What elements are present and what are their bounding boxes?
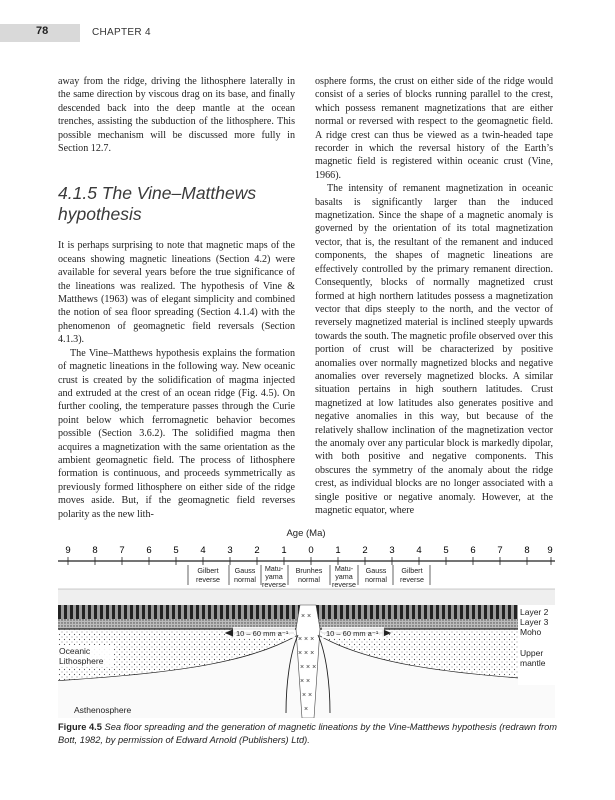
chron-name: Gilbert [401,566,423,575]
svg-text:× ×: × × [302,692,313,699]
chron-name: Gauss [365,566,387,575]
page-number: 78 [36,25,49,37]
chron-name: Gauss [234,566,256,575]
label-asthenosphere: Asthenosphere [74,705,132,715]
paragraph: away from the ridge, driving the lithosphere laterally in the same direction by viscous drag on its base, and finally descended back into the deep mantle at the ocean trenches, assisting the subduction of the lithosphere. This possible mechanism will be discussed more fully in Section 12.7. [58,76,295,155]
paragraph: The intensity of remanent magnetization in oceanic basalts is significantly larger than the induced magnetization. Since the shape of a magnetic anomaly is governed by the orientation of its total magnetization vector, that is, the resultant of the remanent and induced components, the shapes of magnetic lineations are effectively controlled by the primary remanent direction. Consequently, blocks of normally magnetized crust formed at high northern latitudes possess a magnetization vector that dips steeply to the north, and the vector of reversely magnetized material is inclined steeply upwards towards the south. The magnetic profile observed over this portion of crust will be characterized by positive anomalies over normally magnetized blocks and negative anomalies over reversely magnetized blocks. A similar situation pertains in high southern latitudes. Crust magnetized at low latitudes also generates positive and negative anomalies in this way, but because of the relatively shallow inclination of the magnetization vector the anomaly over any particular block is markedly dipolar, with both positive and negative components. This obscures the symmetry of the anomaly about the ridge crest, as individual blocks are no longer associated with a single positive or negative anomaly. However, at the magnetic equator, where [315,183,553,516]
chron-polarity: normal [298,575,320,584]
tick-label: 5 [173,545,179,556]
page-header [0,24,615,42]
tick-label: 7 [119,545,125,556]
tick-label: 8 [92,545,98,556]
tick-label: 3 [227,545,233,556]
sea-floor-diagram [58,523,555,718]
chron-name: reverse [262,580,286,589]
caption-text: Sea floor spreading and the generation of magnetic lineations by the Vine-Matthews hypothesis (redrawn from Bott, 1982, by permission of Edward Arnold (Publishers) Ltd). [58,722,558,745]
svg-text:× ×: × × [301,613,312,620]
chron-name: Matu- [264,564,284,573]
label-layer-2: Layer 2 [520,607,549,617]
chron-name: Gilbert [197,566,219,575]
label-mantle: mantle [520,658,546,668]
label-oceanic: Oceanic [59,646,91,656]
svg-text:× × ×: × × × [298,636,315,643]
tick-label: 2 [254,545,260,556]
tick-label: 4 [200,545,206,556]
tick-label: 1 [335,545,341,556]
chron-polarity: reverse [400,575,424,584]
label-upper: Upper [520,648,544,658]
chron-polarity: yama [335,572,353,581]
figure-caption [58,721,558,746]
tick-label: 3 [389,545,395,556]
chron-name: Matu- [334,564,354,573]
tick-label: 5 [443,545,449,556]
tick-label: 2 [362,545,368,556]
svg-text:× × ×: × × × [298,650,315,657]
label-layer-3: Layer 3 [520,617,549,627]
tick-label: 7 [497,545,503,556]
chron-name: reverse [332,580,356,589]
section-title: 4.1.5 The Vine–Matthews hypothesis [58,183,257,225]
label-moho: Moho [520,627,542,637]
chron-polarity: normal [365,575,387,584]
right-column [315,75,553,517]
chron-polarity: normal [234,575,256,584]
chapter-heading: CHAPTER 4 [92,27,151,38]
tick-label: 9 [547,545,553,556]
paragraph: osphere forms, the crust on either side of the ridge would consist of a series of blocks running parallel to the crest, which possess remanent magnetizations that are either normal or reversed with respect to the geomagnetic field. A ridge crest can thus be viewed as a twin-headed tape recorder in which the reversal history of the Earth’s magnetic field is registered within oceanic crust (Vine, 1966). [315,76,553,181]
paragraph: The Vine–Matthews hypothesis explains the formation of magnetic lineations in the following way. New oceanic crust is created by the solidification of magma injected and extruded at the crest of an ocean ridge (Fig. 4.5). On further cooling, the temperature passes through the Curie point below which ferromagnetic behavior becomes possible (Section 3.6.2). The solidified magma then acquires a magnetization with the same orientation as the ambient geomagnetic field. The process of lithosphere formation is continuous, and proceeds symmetrically as previously formed lithosphere on either side of the ridge moves aside. But, if the geomagnetic field reverses polarity as the new lith- [58,347,295,520]
age-axis-title: Age (Ma) [286,528,326,539]
tick-label: 9 [65,545,71,556]
svg-text:× ×: × × [300,678,311,685]
spreading-rate-right: 10 – 60 mm a⁻¹ [326,629,379,638]
label-lithosphere: Lithosphere [59,656,104,666]
svg-text:×: × [304,706,309,713]
tick-label: 6 [470,545,476,556]
chron-polarity: reverse [196,575,220,584]
svg-text:× × ×: × × × [300,664,317,671]
ocean-water [58,589,555,605]
tick-label: 4 [416,545,422,556]
left-column [58,75,295,521]
chron-polarity: yama [265,572,283,581]
chron-name: Brunhes [295,566,323,575]
spreading-rate-left: 10 – 60 mm a⁻¹ [236,629,289,638]
tick-label: 0 [308,545,314,556]
chron-labels [188,564,430,589]
tick-label: 1 [281,545,287,556]
tick-label: 8 [524,545,530,556]
figure-4-5 [58,523,555,718]
tick-label: 6 [146,545,152,556]
tick-labels [65,545,552,556]
caption-label: Figure 4.5 [58,722,102,732]
paragraph: It is perhaps surprising to note that magnetic maps of the oceans showing magnetic lineations (Section 4.2) were available for several years before the true significance of the lineations was realized. The hypothesis of Vine & Matthews (1963) was of elegant simplicity and combined the notion of sea floor spreading (Section 4.1.4) with the phenomenon of geomagnetic field reversals (Section 4.1.3). [58,240,295,346]
